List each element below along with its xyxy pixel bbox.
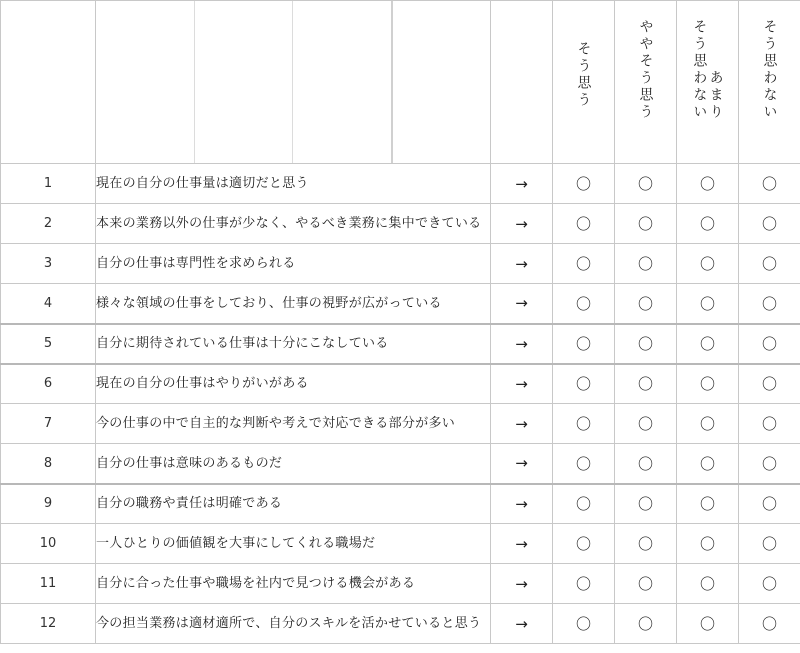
- option-agree-radio[interactable]: 〇: [553, 564, 615, 604]
- arrow-icon: →: [491, 604, 553, 644]
- option-agree-radio[interactable]: 〇: [553, 324, 615, 364]
- question-text: 一人ひとりの価値観を大事にしてくれる職場だ: [96, 524, 491, 564]
- header-option-somewhat-disagree: [677, 1, 739, 164]
- question-number: 12: [1, 604, 96, 644]
- option-disagree-radio[interactable]: 〇: [739, 524, 800, 564]
- question-text: 本来の業務以外の仕事が少なく、やるべき業務に集中できている: [96, 204, 491, 244]
- option-somewhat-agree-radio[interactable]: 〇: [615, 524, 677, 564]
- option-disagree-radio[interactable]: 〇: [739, 244, 800, 284]
- table-row: [1, 164, 800, 204]
- option-somewhat-disagree-radio[interactable]: 〇: [677, 404, 739, 444]
- option-somewhat-disagree-radio[interactable]: 〇: [677, 364, 739, 404]
- header-question-cell: [96, 1, 491, 164]
- question-number: 9: [1, 484, 96, 524]
- option-disagree-radio[interactable]: 〇: [739, 604, 800, 644]
- option-somewhat-agree-radio[interactable]: 〇: [615, 404, 677, 444]
- table-row: [1, 284, 800, 324]
- option-somewhat-disagree-radio[interactable]: 〇: [677, 484, 739, 524]
- question-number: 7: [1, 404, 96, 444]
- table-row: [1, 484, 800, 524]
- option-agree-radio[interactable]: 〇: [553, 484, 615, 524]
- option-agree-radio[interactable]: 〇: [553, 604, 615, 644]
- question-text: 今の仕事の中で自主的な判断や考えで対応できる部分が多い: [96, 404, 491, 444]
- option-somewhat-disagree-radio[interactable]: 〇: [677, 164, 739, 204]
- option-agree-radio[interactable]: 〇: [553, 284, 615, 324]
- arrow-icon: →: [491, 404, 553, 444]
- option-agree-radio[interactable]: 〇: [553, 364, 615, 404]
- header-number-cell: [1, 1, 96, 164]
- option-somewhat-agree-radio[interactable]: 〇: [615, 484, 677, 524]
- question-number: 5: [1, 324, 96, 364]
- table-row: [1, 204, 800, 244]
- header-option-label: そう思う: [575, 41, 592, 109]
- arrow-icon: →: [491, 284, 553, 324]
- table-row: [1, 244, 800, 284]
- question-text: 様々な領域の仕事をしており、仕事の視野が広がっている: [96, 284, 491, 324]
- arrow-icon: →: [491, 524, 553, 564]
- arrow-icon: →: [491, 444, 553, 484]
- option-agree-radio[interactable]: 〇: [553, 244, 615, 284]
- option-somewhat-disagree-radio[interactable]: 〇: [677, 604, 739, 644]
- option-agree-radio[interactable]: 〇: [553, 164, 615, 204]
- question-rows: [1, 164, 800, 644]
- question-text: 現在の自分の仕事量は適切だと思う: [96, 164, 491, 204]
- option-somewhat-agree-radio[interactable]: 〇: [615, 284, 677, 324]
- option-somewhat-disagree-radio[interactable]: 〇: [677, 324, 739, 364]
- header-option-agree: [553, 1, 615, 164]
- header-option-somewhat-agree: [615, 1, 677, 164]
- table-row: [1, 444, 800, 484]
- option-somewhat-agree-radio[interactable]: 〇: [615, 564, 677, 604]
- arrow-icon: →: [491, 324, 553, 364]
- header-subcol: [96, 1, 195, 163]
- question-number: 4: [1, 284, 96, 324]
- question-number: 3: [1, 244, 96, 284]
- option-disagree-radio[interactable]: 〇: [739, 164, 800, 204]
- question-number: 2: [1, 204, 96, 244]
- option-disagree-radio[interactable]: 〇: [739, 484, 800, 524]
- option-agree-radio[interactable]: 〇: [553, 204, 615, 244]
- header-row: [1, 1, 800, 164]
- header-arrow-cell: [491, 1, 553, 164]
- question-text: 自分の仕事は意味のあるものだ: [96, 444, 491, 484]
- option-somewhat-disagree-radio[interactable]: 〇: [677, 204, 739, 244]
- table-row: [1, 564, 800, 604]
- option-disagree-radio[interactable]: 〇: [739, 284, 800, 324]
- option-somewhat-disagree-radio[interactable]: 〇: [677, 444, 739, 484]
- arrow-icon: →: [491, 204, 553, 244]
- header-option-label: ややそう思う: [637, 19, 654, 121]
- question-number: 10: [1, 524, 96, 564]
- question-number: 11: [1, 564, 96, 604]
- question-text: 現在の自分の仕事はやりがいがある: [96, 364, 491, 404]
- arrow-icon: →: [491, 484, 553, 524]
- option-somewhat-agree-radio[interactable]: 〇: [615, 604, 677, 644]
- header-option-label: そう思わない: [761, 19, 778, 121]
- header-subcolumns: [96, 1, 490, 163]
- option-agree-radio[interactable]: 〇: [553, 444, 615, 484]
- option-somewhat-disagree-radio[interactable]: 〇: [677, 244, 739, 284]
- option-somewhat-agree-radio[interactable]: 〇: [615, 444, 677, 484]
- header-option-label-2: [707, 70, 725, 121]
- table-row: [1, 324, 800, 364]
- option-somewhat-disagree-radio[interactable]: 〇: [677, 284, 739, 324]
- header-subcol: [393, 1, 491, 163]
- header-option-line: あまり: [707, 70, 724, 121]
- arrow-icon: →: [491, 244, 553, 284]
- question-text: 自分の職務や責任は明確である: [96, 484, 491, 524]
- option-agree-radio[interactable]: 〇: [553, 524, 615, 564]
- question-number: 1: [1, 164, 96, 204]
- table-row: [1, 604, 800, 644]
- option-agree-radio[interactable]: 〇: [553, 404, 615, 444]
- arrow-icon: →: [491, 164, 553, 204]
- option-disagree-radio[interactable]: 〇: [739, 404, 800, 444]
- arrow-icon: →: [491, 364, 553, 404]
- option-somewhat-disagree-radio[interactable]: 〇: [677, 564, 739, 604]
- question-text: 自分の仕事は専門性を求められる: [96, 244, 491, 284]
- option-disagree-radio[interactable]: 〇: [739, 564, 800, 604]
- option-somewhat-agree-radio[interactable]: 〇: [615, 244, 677, 284]
- table-row: [1, 404, 800, 444]
- question-number: 6: [1, 364, 96, 404]
- option-somewhat-agree-radio[interactable]: 〇: [615, 204, 677, 244]
- header-subcol: [293, 1, 393, 163]
- header-option-line: そう思わない: [691, 19, 708, 121]
- table-row: [1, 524, 800, 564]
- question-number: 8: [1, 444, 96, 484]
- option-somewhat-agree-radio[interactable]: 〇: [615, 364, 677, 404]
- question-text: 今の担当業務は適材適所で、自分のスキルを活かせていると思う: [96, 604, 491, 644]
- header-subcol: [195, 1, 294, 163]
- option-disagree-radio[interactable]: 〇: [739, 364, 800, 404]
- option-disagree-radio[interactable]: 〇: [739, 204, 800, 244]
- option-disagree-radio[interactable]: 〇: [739, 324, 800, 364]
- question-text: 自分に期待されている仕事は十分にこなしている: [96, 324, 491, 364]
- header-option-disagree: [739, 1, 800, 164]
- option-somewhat-disagree-radio[interactable]: 〇: [677, 524, 739, 564]
- question-text: 自分に合った仕事や職場を社内で見つける機会がある: [96, 564, 491, 604]
- option-disagree-radio[interactable]: 〇: [739, 444, 800, 484]
- table-row: [1, 364, 800, 404]
- option-somewhat-agree-radio[interactable]: 〇: [615, 164, 677, 204]
- arrow-icon: →: [491, 564, 553, 604]
- option-somewhat-agree-radio[interactable]: 〇: [615, 324, 677, 364]
